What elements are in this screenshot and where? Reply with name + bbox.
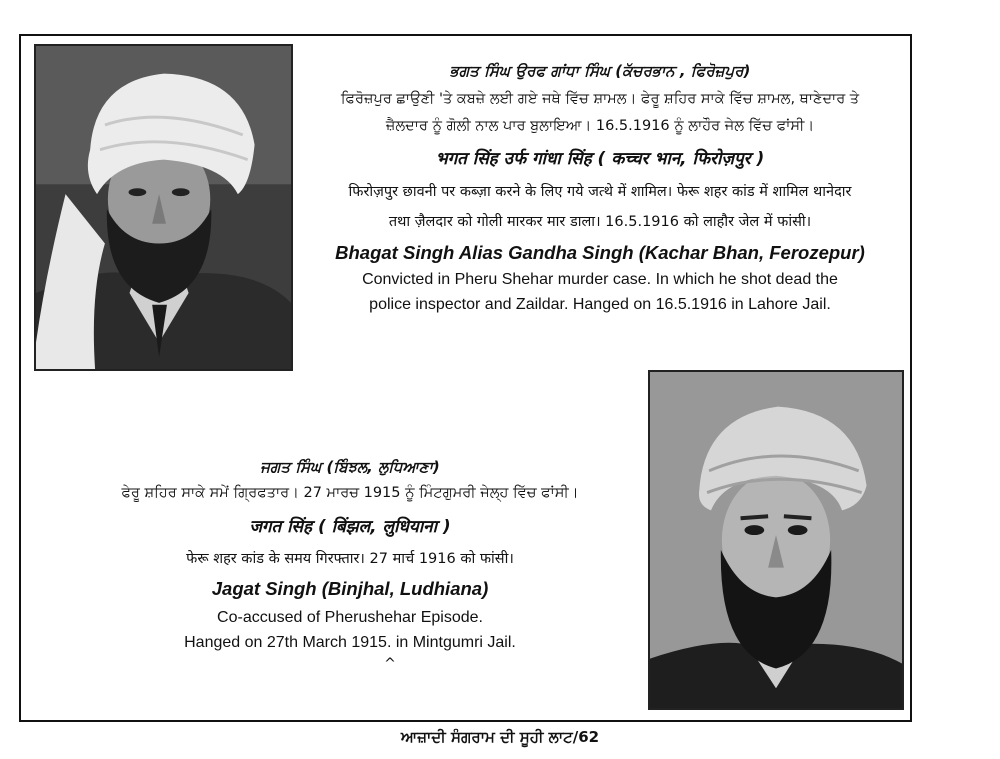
caret-mark: ^ [384,656,396,672]
person1-hindi-line1: फिरोज़पुर छावनी पर कब्ज़ा करने के लिए गये जत्थे में शामिल। फेरू शहर कांड में शामिल थानेदार [348,184,852,200]
person1-english-title: Bhagat Singh Alias Gandha Singh (Kachar Bhan, Ferozepur) [335,242,865,263]
person2-english-line1: Co-accused of Pherushehar Episode. [217,609,483,626]
person2-punjabi-line1: ਫੇਰੂ ਸ਼ਹਿਰ ਸਾਕੇ ਸਮੇਂ ਗ੍ਰਿਫਤਾਰ। 27 ਮਾਰਚ 1915 ਨੂੰ ਮਿੰਟਗੁਮਰੀ ਜੇਲ੍ਹ ਵਿੱਚ ਫਾਂਸੀ। [121,485,579,501]
person2-english-title: Jagat Singh (Binjhal, Ludhiana) [211,578,489,599]
person2-hindi-line1: फेरू शहर कांड के समय गिरफ्तार। 27 मार्च 1916 को फांसी। [186,551,514,567]
portrait-jagat-singh [648,370,904,710]
person2-punjabi-title: ਜਗਤ ਸਿੰਘ (ਬਿੰਝਲ, ਲੁਧਿਆਣਾ) [260,458,440,476]
person1-hindi-title: भगत सिंह उर्फ गांधा सिंह ( कच्चर भान, फिरोज़पुर ) [435,149,765,169]
person1-english-line1: Convicted in Pheru Shehar murder case. In which he shot dead the [362,271,838,288]
person1-english-line2: police inspector and Zaildar. Hanged on 16.5.1916 in Lahore Jail. [369,296,831,313]
person1-punjabi-title: ਭਗਤ ਸਿੰਘ ਉਰਫ ਗਾਂਧਾ ਸਿੰਘ (ਕੱਚਰਭਾਨ , ਫਿਰੋਜ਼ਪੁਰ) [449,62,751,80]
person2-hindi-title: जगत सिंह ( बिंझल, लुधियाना ) [249,517,451,537]
person1-punjabi-line2: ਜ਼ੈਲਦਾਰ ਨੂੰ ਗੋਲੀ ਨਾਲ ਪਾਰ ਬੁਲਾਇਆ। 16.5.1916 ਨੂੰ ਲਾਹੌਰ ਜੇਲ ਵਿੱਚ ਫਾਂਸੀ। [385,118,815,134]
person2-english-line2: Hanged on 27th March 1915. in Mintgumri Jail. [184,634,516,651]
portrait-bhagat-singh [34,44,293,371]
person1-punjabi-line1: ਫਿਰੋਜ਼ਪੁਰ ਛਾਉਣੀ 'ਤੇ ਕਬਜ਼ੇ ਲਈ ਗਏ ਜਥੇ ਵਿੱਚ ਸ਼ਾਮਲ। ਫੇਰੂ ਸ਼ਹਿਰ ਸਾਕੇ ਵਿੱਚ ਸ਼ਾਮਲ, ਥਾਣੇਦਾਰ ਤੇ [340,91,860,107]
page-footer: ਆਜ਼ਾਦੀ ਸੰਗਰਾਮ ਦੀ ਸੂਹੀ ਲਾਟ/62 [400,728,600,746]
person1-hindi-line2: तथा ज़ैलदार को गोली मारकर मार डाला। 16.5.1916 को लाहौर जेल में फांसी। [388,214,812,230]
